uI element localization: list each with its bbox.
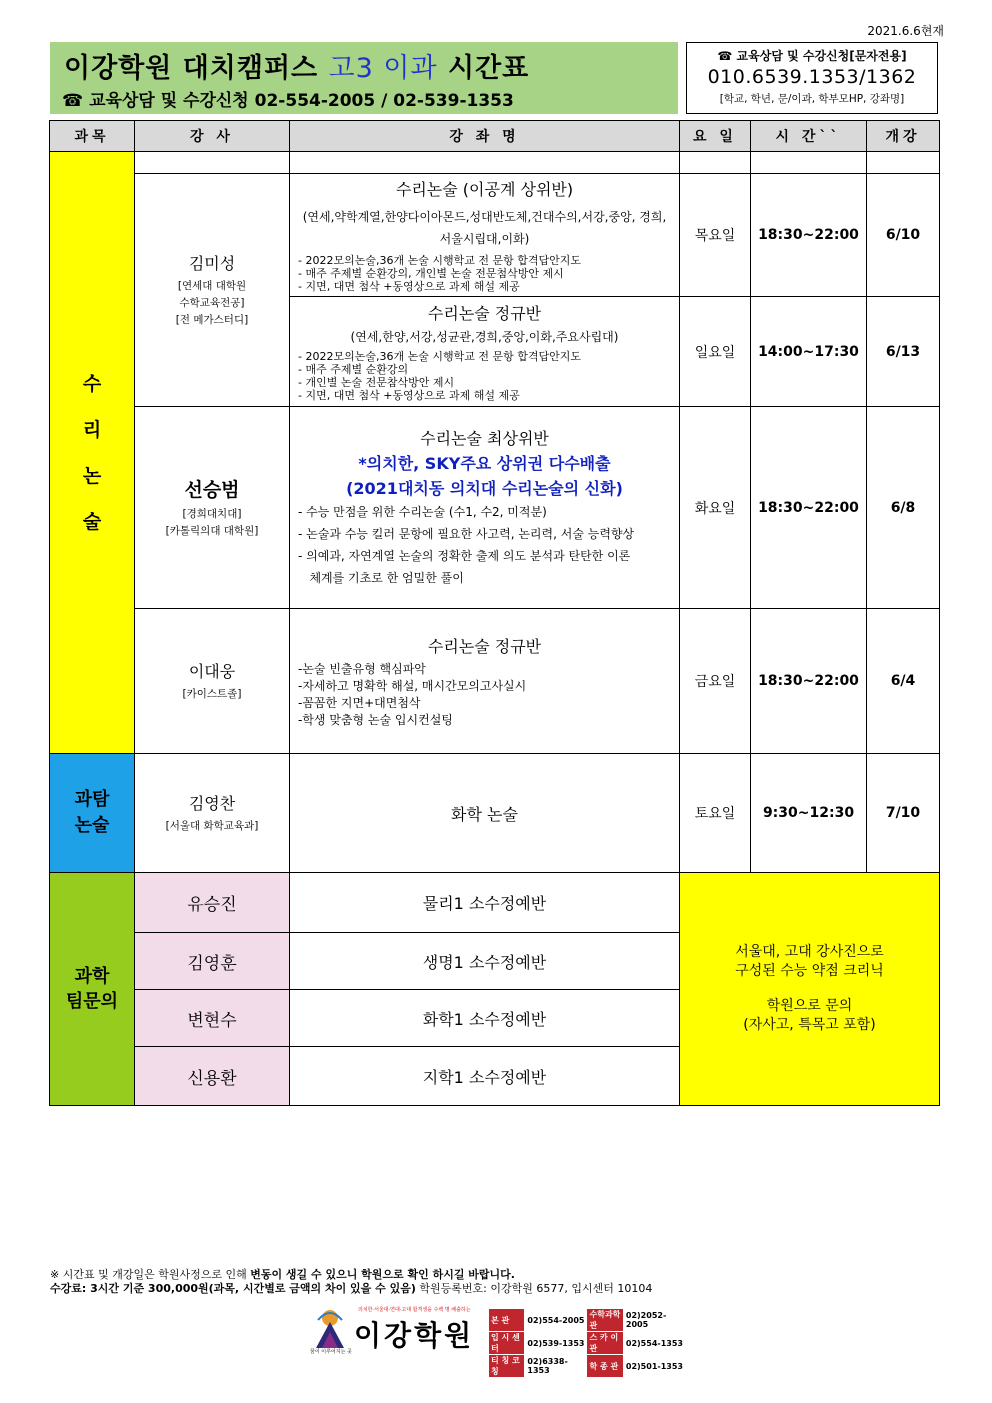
header-row — [50, 121, 940, 152]
title-banner — [50, 42, 678, 114]
subject-science-essay: 과탐 논술 — [50, 754, 135, 873]
day-cell: 목요일 — [680, 174, 751, 297]
logo-subtitle: 꿈이 이루어지는 곳 — [310, 1349, 352, 1355]
timetable — [49, 120, 940, 1106]
day-cell: 토요일 — [680, 754, 751, 873]
col-instructor: 강 사 — [135, 121, 290, 152]
table-row — [50, 609, 940, 754]
time-cell: 18:30~22:00 — [751, 407, 867, 609]
instructor-seon-seungbeom: 선승범 [경희대치대] [카톨릭의대 대학원] — [135, 407, 290, 609]
course-cell: 수리논술 정규반 -논술 빈출유형 핵심파악 -자세하고 명확학 해설, 매시간모의고사실시 -꼼꼼한 지면+대면첨삭 -학생 맞춤형 논술 입시컨설팅 — [290, 609, 680, 754]
subject-math-essay: 수 리 논 술 — [50, 152, 135, 754]
table-row — [50, 174, 940, 297]
open-date-cell: 6/13 — [867, 297, 940, 407]
team-instructor: 신용환 — [135, 1047, 290, 1106]
contact-phone: 010.6539.1353/1362 — [707, 66, 917, 88]
col-time: 시 간`` — [751, 121, 867, 152]
team-instructor: 김영훈 — [135, 933, 290, 990]
subject-science-team: 과학 팀문의 — [50, 873, 135, 1106]
table-row — [50, 873, 940, 933]
logo-tagline: 의치한·서울대·연대·고대 합격생을 수백 명 배출하는 — [358, 1307, 471, 1313]
academy-logo — [306, 1306, 686, 1376]
day-cell: 화요일 — [680, 407, 751, 609]
course-cell: 수리논술 (이공계 상위반) (연세,약학계열,한양다이아몬드,성대반도체,건대수의,서강,중앙, 경희,서울시립대,이화) - 2022모의논술,36개 논술 시행학교 전 문항 합격답안지도 - 매주 주제별 순환강의, 개인별 논술 전문첨삭방안 제시 - 지면, 대면 첨삭 +동영상으로 과제 해설 제공 — [290, 174, 680, 297]
open-date-cell: 6/4 — [867, 609, 940, 754]
col-course: 강 좌 명 — [290, 121, 680, 152]
time-cell: 9:30~12:30 — [751, 754, 867, 873]
table-row — [50, 754, 940, 873]
course-cell: 수리논술 정규반 (연세,한양,서강,성균관,경희,중앙,이화,주요사립대) - 2022모의논술,36개 논술 시행학교 전 문항 합격답안지도 - 매주 주제별 순환강의 - 개인별 논술 전문참삭방안 제시 - 지면, 대면 첨삭 +동영상으로 과제 해설 제공 — [290, 297, 680, 407]
team-course: 생명1 소수정예반 — [290, 933, 680, 990]
team-instructor: 변현수 — [135, 990, 290, 1047]
footer-note: ※ 시간표 및 개강일은 학원사정으로 인해 변동이 생길 수 있으니 학원으로 확인 하시길 바랍니다. 수강료: 3시간 기준 300,000원(과목, 시간별로 금액의 차이 있을 수 있음) 학원등록번호: 이강학원 6577, 입시센터 10104 — [50, 1268, 653, 1295]
course-cell: 수리논술 최상위반 *의치한, SKY주요 상위권 다수배출 (2021대치동 의치대 수리논술의 신화) - 수능 만점을 위한 수리논술 (수1, 수2, 미적분) - 논술과 수능 킬러 문항에 필요한 사고력, 논리력, 서술 능력향상 - 의예과, 자연계열 논술의 정확한 출제 의도 분석과 탄탄한 이론 체계를 기초로 한 엄밀한 풀이 — [290, 407, 680, 609]
col-open: 개강 — [867, 121, 940, 152]
course-cell: 화학 논술 — [290, 754, 680, 873]
day-cell: 일요일 — [680, 297, 751, 407]
team-course: 물리1 소수정예반 — [290, 873, 680, 933]
open-date-cell: 6/10 — [867, 174, 940, 297]
instructor-kim-miseong: 김미성 [연세대 대학원 수학교육전공] [전 메가스터디] — [135, 174, 290, 407]
date-stamp: 2021.6.6현재 — [867, 24, 944, 38]
contact-label: ☎ 교육상담 및 수강신청[문자전용] — [717, 49, 907, 63]
time-cell: 14:00~17:30 — [751, 297, 867, 407]
open-date-cell: 6/8 — [867, 407, 940, 609]
team-instructor: 유승진 — [135, 873, 290, 933]
col-subject: 과목 — [50, 121, 135, 152]
header-phone: ☎ 교육상담 및 수강신청 02-554-2005 / 02-539-1353 — [62, 91, 514, 111]
day-cell: 금요일 — [680, 609, 751, 754]
sms-contact-box — [686, 42, 938, 114]
col-day: 요 일 — [680, 121, 751, 152]
spacer-row — [50, 152, 940, 174]
team-course: 화학1 소수정예반 — [290, 990, 680, 1047]
table-row — [50, 407, 940, 609]
time-cell: 18:30~22:00 — [751, 609, 867, 754]
instructor-kim-yeongchan: 김영찬 [서울대 화학교육과] — [135, 754, 290, 873]
instructor-lee-daeung: 이대웅 [카이스트졸] — [135, 609, 290, 754]
team-course: 지학1 소수정예반 — [290, 1047, 680, 1106]
branch-phones: 본 관 02)554-2005 수학과학관 02)2052-2005 입 시 센 터 02)539-1353 스 카 이 관 02)554-1353 티 칭 코 칭 02)6338-1353 학 종 관 02)501-1353 — [488, 1308, 686, 1378]
open-date-cell: 7/10 — [867, 754, 940, 873]
team-note: 서울대, 고대 강사진으로 구성된 수능 약점 크리닉 학원으로 문의 (자사고, 특목고 포함) — [680, 873, 940, 1106]
time-cell: 18:30~22:00 — [751, 174, 867, 297]
page-title: 이강학원 대치캠퍼스 고3 이과 시간표 — [64, 53, 530, 84]
logo-name: 이강학원 — [354, 1319, 475, 1352]
logo-mark-icon — [310, 1308, 350, 1352]
contact-format: [학교, 학년, 문/이과, 학부모HP, 강좌명] — [719, 93, 905, 105]
